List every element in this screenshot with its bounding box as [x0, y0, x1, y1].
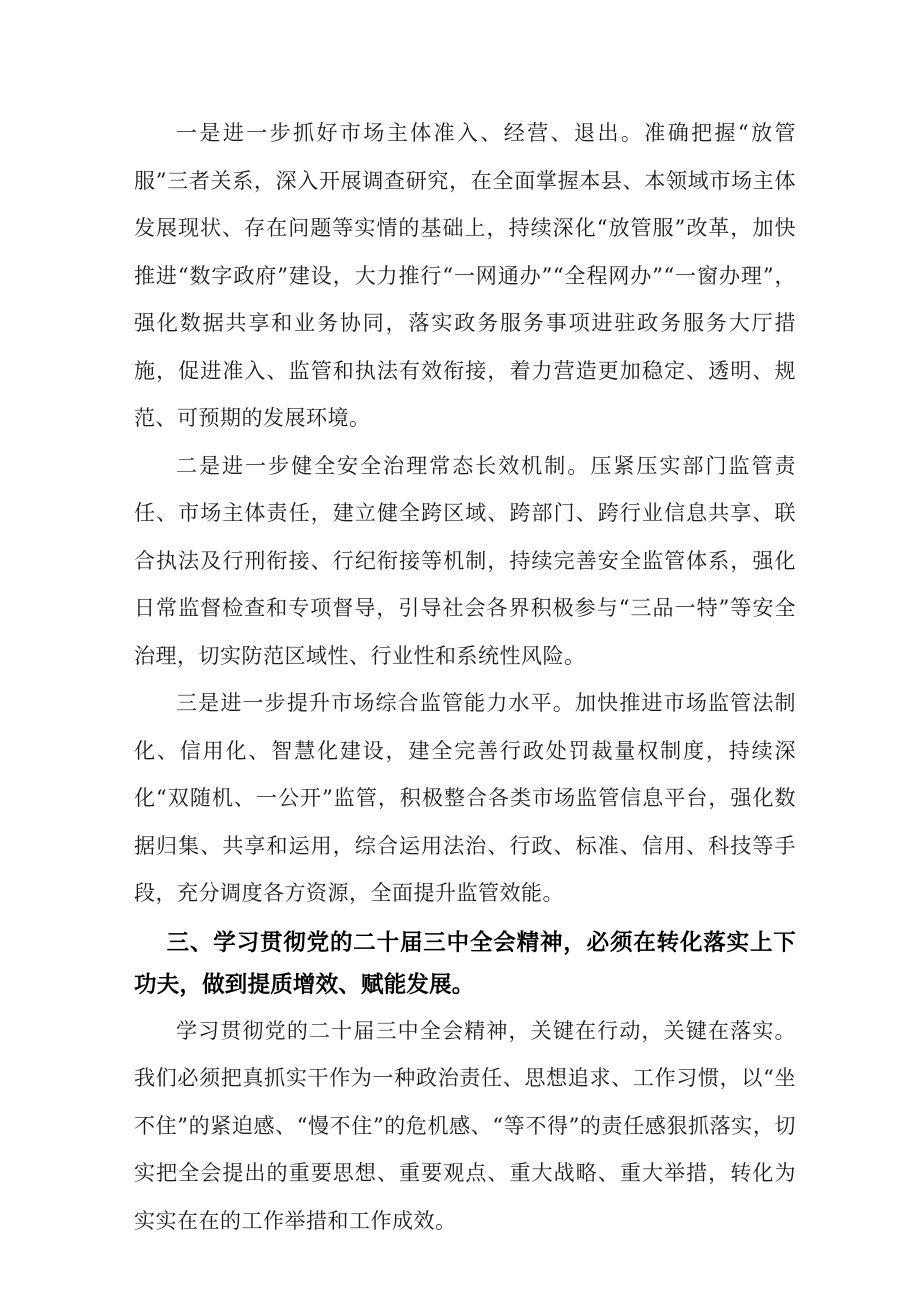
- document-body: [134, 110, 796, 1245]
- paragraph-supervision-capacity: 三是进一步提升市场综合监管能力水平。加快推进市场监管法制化、信用化、智慧化建设，建全完善行政处罚裁量权制度，持续深化“双随机、一公开”监管，积极整合各类市场监管信息平台，强化数据归集、共享和运用，综合运用法治、行政、标准、信用、科技等手段，充分调度各方资源，全面提升监管效能。: [134, 691, 796, 905]
- section-heading-three: 三、学习贯彻党的二十届三中全会精神，必须在转化落实上下功夫，做到提质增效、赋能发展。: [134, 929, 796, 998]
- paragraph-safety-governance: 二是进一步健全安全治理常态长效机制。压紧压实部门监管责任、市场主体责任，建立健全跨区域、跨部门、跨行业信息共享、联合执法及行刑衔接、行纪衔接等机制，持续完善安全监管体系，强化日常监督检查和专项督导，引导社会各界积极参与“三品一特”等安全治理，切实防范区域性、行业性和系统性风险。: [134, 453, 796, 668]
- paragraph-market-entry: 一是进一步抓好市场主体准入、经营、退出。准确把握“放管服”三者关系，深入开展调查研究，在全面掌握本县、本领域市场主体发展现状、存在问题等实情的基础上，持续深化“放管服”改革，加快推进“数字政府”建设，大力推行“一网通办”“全程网办”“一窗办理”，强化数据共享和业务协同，落实政务服务事项进驻政务服务大厅措施，促进准入、监管和执法有效衔接，着力营造更加稳定、透明、规范、可预期的发展环境。: [134, 121, 796, 430]
- paragraph-implementation: 学习贯彻党的二十届三中全会精神，关键在行动，关键在落实。我们必须把真抓实干作为一种政治责任、思想追求、工作习惯，以“坐不住”的紧迫感、“慢不住”的危机感、“等不得”的责任感狠抓落实，切实把全会提出的重要思想、重要观点、重大战略、重大举措，转化为实实在在的工作举措和工作成效。: [134, 1018, 796, 1233]
